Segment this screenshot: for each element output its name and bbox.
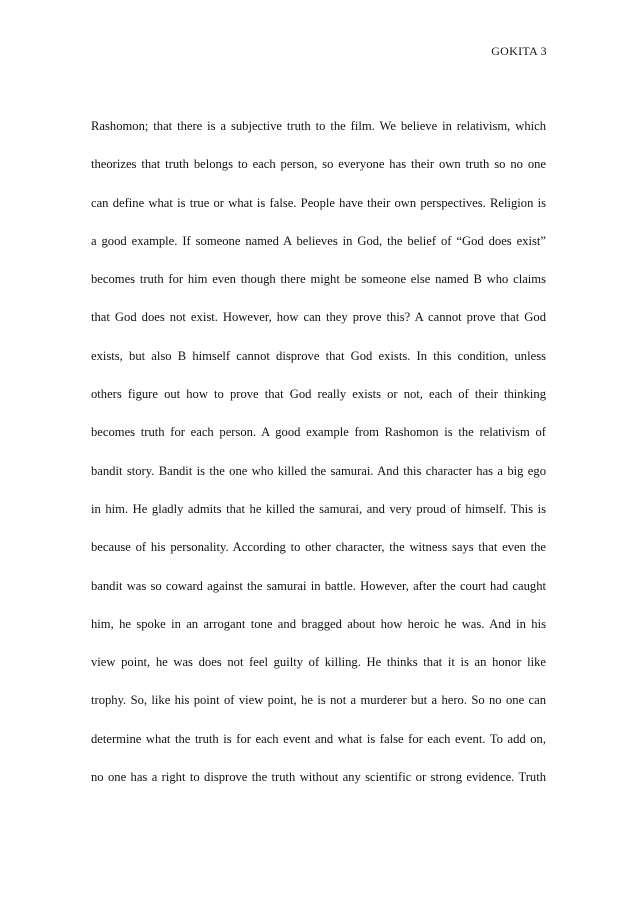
body-text [91, 115, 546, 804]
text-line: bandit story. Bandit is the one who killed the samurai. And this character has a big ego [91, 463, 546, 478]
text-line: him, he spoke in an arrogant tone and bragged about how heroic he was. And in his [91, 616, 546, 631]
text-line: exists, but also B himself cannot disprove that God exists. In this condition, unless [91, 348, 546, 363]
text-line: view point, he was does not feel guilty of killing. He thinks that it is an honor like [91, 655, 546, 670]
text-line: becomes truth for him even though there might be someone else named B who claims [91, 272, 546, 287]
text-line: Rashomon; that there is a subjective truth to the film. We believe in relativism, which [91, 119, 546, 133]
text-line: becomes truth for each person. A good example from Rashomon is the relativism of [91, 425, 546, 440]
text-line: that God does not exist. However, how can they prove this? A cannot prove that God [91, 310, 546, 325]
text-line: determine what the truth is for each event and what is false for each event. To add on, [91, 731, 546, 746]
text-line: others figure out how to prove that God really exists or not, each of their thinking [91, 387, 546, 402]
text-line: bandit was so coward against the samurai in battle. However, after the court had caught [91, 578, 546, 593]
text-line: in him. He gladly admits that he killed the samurai, and very proud of himself. This is [91, 501, 546, 516]
text-line: can define what is true or what is false. People have their own perspectives. Religion is [91, 195, 546, 210]
text-line: no one has a right to disprove the truth without any scientific or strong evidence. Truth [91, 770, 546, 785]
text-line: because of his personality. According to other character, the witness says that even the [91, 540, 546, 555]
text-line: trophy. So, like his point of view point, he is not a murderer but a hero. So no one can [91, 693, 546, 708]
running-head: GOKITA 3 [491, 44, 547, 58]
text-line: theorizes that truth belongs to each person, so everyone has their own truth so no one [91, 157, 546, 172]
text-line: a good example. If someone named A believes in God, the belief of “God does exist” [91, 233, 546, 248]
